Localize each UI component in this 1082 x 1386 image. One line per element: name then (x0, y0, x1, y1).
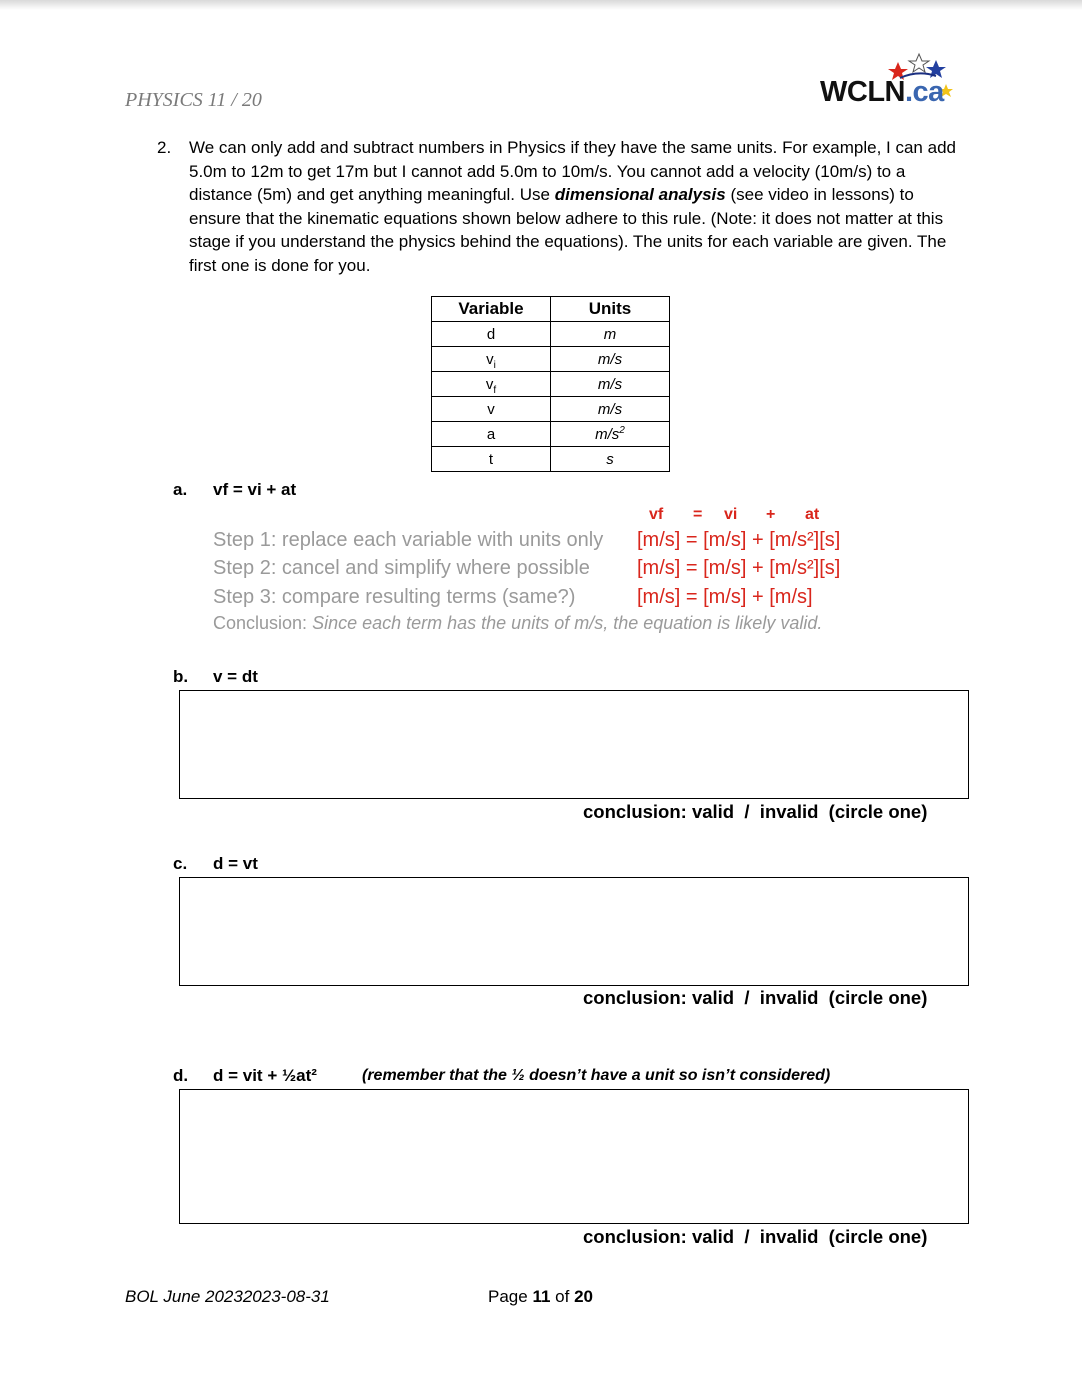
course-title: PHYSICS 11 / 20 (125, 89, 262, 111)
step-3-label: Step 3: compare resulting terms (same?) (213, 586, 576, 608)
part-d-equation: d = vit + ½at² (213, 1066, 317, 1085)
table-row (432, 447, 670, 472)
table-header-units: Units (551, 297, 670, 322)
unit-cell: m (603, 325, 617, 343)
part-d-label: d. (173, 1066, 189, 1085)
header-term-equals: = (693, 506, 703, 523)
part-a-equation: vf = vi + at (213, 480, 297, 499)
header-term-vi: vi (724, 506, 738, 523)
unit-superscript: 2 (619, 424, 625, 436)
part-c-circle-one[interactable]: conclusion: valid / invalid (circle one) (583, 987, 928, 1008)
var-cell: t (488, 450, 494, 468)
page-word: Page (488, 1287, 528, 1306)
header-term-vf: vf (649, 506, 664, 523)
part-b-equation: v = dt (213, 667, 258, 686)
var-cell: v (485, 375, 494, 393)
part-d-answer-box[interactable] (179, 1089, 969, 1224)
var-cell: d (486, 325, 496, 343)
var-subscript: i (493, 359, 496, 371)
intro-text-1: We can only add and subtract numbers in Physics if they have the same units. For example, I can add 5.0m to 12m to get 17m but I cannot add 5.0m to 10m/s. You cannot add a velocity (10m/s) to a distance (5m) and get anything meaningful. Use (189, 138, 956, 204)
units-table (431, 296, 670, 472)
part-d-circle-one[interactable]: conclusion: valid / invalid (circle one) (583, 1226, 928, 1247)
header-term-at: at (805, 506, 820, 523)
footer-date: BOL June 20232023-08-31 (125, 1287, 330, 1306)
conclusion-text: Since each term has the units of m/s, the equation is likely valid. (312, 613, 823, 633)
intro-emphasis: dimensional analysis (554, 185, 726, 204)
unit-cell: m/s (597, 375, 623, 393)
step-1-work: [m/s] = [m/s] + [m/s²][s] (637, 529, 841, 551)
table-row (432, 397, 670, 422)
part-b-circle-one[interactable]: conclusion: valid / invalid (circle one) (583, 801, 928, 822)
of-word: of (555, 1287, 570, 1306)
part-c-equation: d = vt (213, 854, 258, 873)
var-cell: v (487, 400, 495, 418)
header-term-plus: + (766, 506, 776, 523)
wcln-logo (820, 48, 960, 110)
page-number (488, 1287, 593, 1307)
table-row (432, 372, 670, 397)
step-2-label: Step 2: cancel and simplify where possible (213, 557, 590, 579)
page-total: 20 (574, 1287, 593, 1306)
intro-text-2: (see video in lessons) to ensure that the kinematic equations shown below adhere to this rule. (Note: it does not matter at this stage if you understand the physics behind the equations). The units for each variable are given. The first one is done for you. (189, 185, 947, 275)
var-cell: a (486, 425, 496, 443)
question-intro (157, 136, 967, 277)
unit-cell: s (606, 450, 614, 468)
part-a-label: a. (173, 480, 188, 499)
unit-cell: m/s (597, 350, 623, 368)
step-2-work: [m/s] = [m/s] + [m/s²][s] (637, 557, 841, 579)
table-row (432, 347, 670, 372)
unit-cell: m/s (597, 400, 623, 418)
question-number: 2. (157, 138, 172, 157)
logo-suffix: .ca (904, 76, 944, 108)
part-b-label: b. (173, 667, 189, 686)
step-3-work: [m/s] = [m/s] + [m/s] (637, 586, 813, 608)
part-c-answer-box[interactable] (179, 877, 969, 986)
conclusion-label: Conclusion: (213, 613, 308, 633)
var-subscript: f (493, 384, 497, 396)
table-row (432, 422, 670, 447)
var-cell: v (486, 350, 494, 368)
table-row (432, 322, 670, 347)
unit-cell: m/s (595, 425, 620, 443)
table-header-variable: Variable (432, 297, 551, 322)
part-c-label: c. (173, 854, 188, 873)
part-a-conclusion (213, 613, 822, 634)
logo-main: WCLN (820, 76, 905, 108)
part-d-note: (remember that the ½ doesn’t have a unit so isn’t considered) (362, 1067, 831, 1084)
page-current: 11 (532, 1287, 551, 1306)
step-1-label: Step 1: replace each variable with units only (213, 529, 604, 551)
page-top-shadow (0, 0, 1082, 10)
part-b-answer-box[interactable] (179, 690, 969, 799)
